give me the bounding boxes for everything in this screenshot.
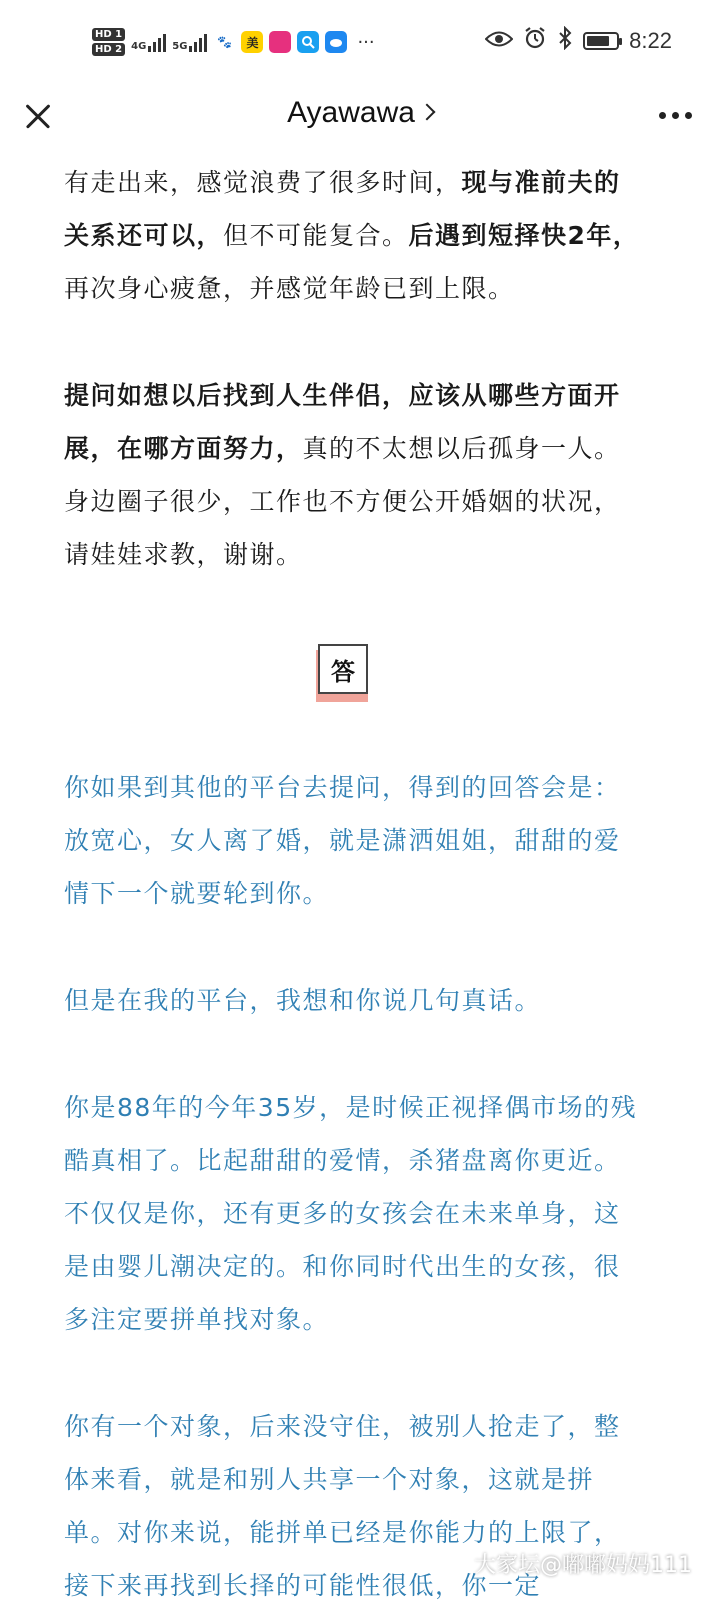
bold-text-run: 提问如想以后找到人生伴侣，应该从哪些方面开展，在哪方面努力， bbox=[64, 381, 621, 463]
bluetooth-icon bbox=[557, 26, 573, 56]
signal-bars-icon bbox=[148, 32, 166, 52]
bold-text-run: 现与准前夫的关系还可以， bbox=[64, 168, 621, 250]
more-menu-icon[interactable] bbox=[659, 112, 692, 119]
watermark: 大家坛@嘟嘟妈妈111 bbox=[474, 1553, 692, 1578]
text-run: 但不可能复合。 bbox=[223, 221, 409, 250]
chevron-right-icon bbox=[418, 104, 435, 121]
app-icon bbox=[269, 31, 291, 53]
text-run: 有走出来，感觉浪费了很多时间， bbox=[64, 168, 462, 197]
text-run: 再次身心疲惫，并感觉年龄已到上限。 bbox=[64, 274, 515, 303]
answer-paragraph-3: 你是88年的今年35岁，是时候正视择偶市场的残酷真相了。比起甜甜的爱情，杀猪盘离你更近。不仅仅是你，还有更多的女孩会在未来单身，这是由婴儿潮决定的。和你同时代出生的女孩，很多注定要拼单找对象。 bbox=[64, 1093, 638, 1334]
signal-5g bbox=[172, 32, 207, 52]
net1-label: 4G bbox=[131, 41, 147, 52]
battery-icon bbox=[583, 32, 619, 50]
signal-4g bbox=[131, 32, 166, 52]
sim1-label: HD 1 bbox=[92, 28, 125, 41]
sim2-label: HD 2 bbox=[92, 43, 125, 56]
question-paragraph-2 bbox=[64, 369, 644, 581]
status-bar bbox=[0, 0, 720, 86]
baidu-icon: 🐾 bbox=[213, 31, 235, 53]
account-title-link[interactable] bbox=[0, 96, 720, 130]
article-body bbox=[64, 156, 644, 1612]
alarm-icon bbox=[523, 26, 547, 56]
question-paragraph-1 bbox=[64, 156, 644, 315]
answer-label bbox=[64, 636, 644, 716]
search-app-icon bbox=[297, 31, 319, 53]
answer-paragraph-2: 但是在我的平台，我想和你说几句真话。 bbox=[64, 986, 542, 1015]
bold-text-run: 后遇到短择快2年， bbox=[408, 221, 640, 250]
nav-bar bbox=[0, 86, 720, 146]
more-notifications-icon: ··· bbox=[357, 31, 375, 53]
clock: 8:22 bbox=[629, 28, 672, 53]
text-run: 真的不太想以后孤身一人。身边圈子很少，工作也不方便公开婚姻的状况，请娃娃求教，谢谢。 bbox=[64, 434, 621, 569]
signal-bars-icon bbox=[189, 32, 207, 52]
answer-paragraph-4: 你有一个对象，后来没守住，被别人抢走了，整体来看，就是和别人共享一个对象，这就是拼单。对你来说，能拼单已经是你能力的上限了，接下来再找到长择的可能性很低，你一定 bbox=[64, 1412, 621, 1600]
eye-icon bbox=[485, 28, 513, 54]
net2-label: 5G bbox=[172, 41, 188, 52]
sim-indicators bbox=[92, 28, 125, 56]
answer-label-box: 答 bbox=[318, 644, 368, 694]
cloud-app-icon bbox=[325, 31, 347, 53]
meituan-icon: 美 bbox=[241, 31, 263, 53]
page-title: Ayawawa bbox=[287, 96, 415, 129]
answer-paragraph-1: 你如果到其他的平台去提问，得到的回答会是：放宽心，女人离了婚，就是潇洒姐姐，甜甜的爱情下一个就要轮到你。 bbox=[64, 773, 621, 908]
